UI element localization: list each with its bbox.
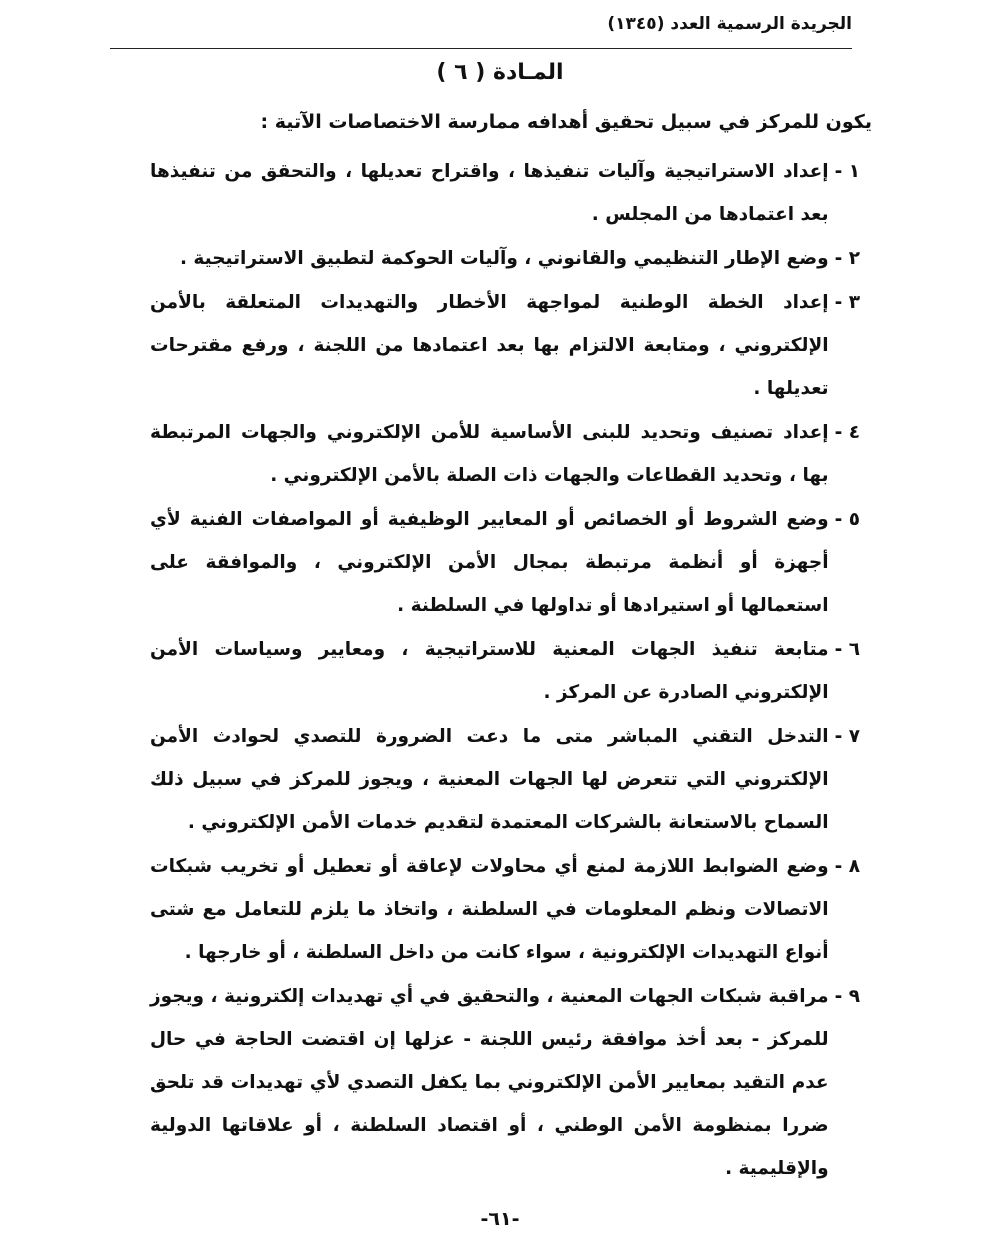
item-text: وضع الضوابط اللازمة لمنع أي محاولات لإعاقة أو تعطيل أو تخريب شبكات الاتصالات ونظم المعلومات في السلطنة ، واتخاذ ما يلزم للتعامل مع شتى أنواع التهديدات الإلكترونية ، سواء كانت من داخل السلطنة ، أو خارجها . — [150, 856, 829, 963]
item-number: ٥ - — [834, 509, 860, 530]
article-item — [150, 975, 860, 1190]
item-number: ٦ - — [834, 639, 860, 660]
item-number: ٤ - — [834, 422, 860, 443]
item-text: وضع الإطار التنظيمي والقانوني ، وآليات الحوكمة لتطبيق الاستراتيجية . — [179, 248, 829, 269]
article-items-list — [150, 150, 860, 1191]
article-item — [150, 237, 860, 280]
article-item — [150, 411, 860, 497]
article-item — [150, 845, 860, 974]
item-text: مراقبة شبكات الجهات المعنية ، والتحقيق في أي تهديدات إلكترونية ، ويجوز للمركز - بعد أخذ موافقة رئيس اللجنة - عزلها إن اقتضت الحاجة في حال عدم التقيد بمعايير الأمن الإلكتروني بما يكفل التصدي لأي تهديدات قد تلحق ضررا بمنظومة الأمن الوطني ، أو اقتصاد السلطنة ، أو علاقاتها الدولية والإقليمية . — [150, 986, 829, 1179]
item-number: ٣ - — [834, 292, 860, 313]
article-item — [150, 628, 860, 714]
item-text: التدخل التقني المباشر متى ما دعت الضرورة للتصدي لحوادث الأمن الإلكتروني التي تتعرض لها الجهات المعنية ، ويجوز للمركز في سبيل ذلك السماح بالاستعانة بالشركات المعتمدة لتقديم خدمات الأمن الإلكتروني . — [150, 726, 829, 833]
header-divider — [110, 48, 852, 49]
article-title: المـادة ( ٦ ) — [436, 60, 564, 85]
article-item — [150, 498, 860, 627]
article-intro: يكون للمركز في سبيل تحقيق أهدافه ممارسة الاختصاصات الآتية : — [260, 111, 872, 133]
item-number: ٧ - — [834, 726, 860, 747]
item-number: ٩ - — [834, 986, 860, 1007]
item-text: إعداد تصنيف وتحديد للبنى الأساسية للأمن الإلكتروني والجهات المرتبطة بها ، وتحديد القطاعات والجهات ذات الصلة بالأمن الإلكتروني . — [150, 422, 829, 486]
item-number: ٢ - — [834, 248, 860, 269]
item-number: ٨ - — [834, 856, 860, 877]
item-text: إعداد الخطة الوطنية لمواجهة الأخطار والتهديدات المتعلقة بالأمن الإلكتروني ، ومتابعة الالتزام بها بعد اعتمادها من اللجنة ، ورفع مقترحات تعديلها . — [150, 292, 829, 399]
article-item — [150, 150, 860, 236]
item-text: إعداد الاستراتيجية وآليات تنفيذها ، واقتراح تعديلها ، والتحقق من تنفيذها بعد اعتمادها من المجلس . — [150, 161, 829, 225]
item-number: ١ - — [834, 161, 860, 182]
item-text: وضع الشروط أو الخصائص أو المعايير الوظيفية أو المواصفات الفنية لأي أجهزة أو أنظمة مرتبطة بمجال الأمن الإلكتروني ، والموافقة على استعمالها أو استيرادها أو تداولها في السلطنة . — [150, 509, 829, 616]
item-text: متابعة تنفيذ الجهات المعنية للاستراتيجية ، ومعايير وسياسات الأمن الإلكتروني الصادرة عن المركز . — [150, 639, 829, 703]
page-number: -٦١- — [480, 1208, 520, 1230]
article-item — [150, 715, 860, 844]
running-header-title: الجريدة الرسمية العدد (١٣٤٥) — [607, 14, 852, 34]
article-item — [150, 281, 860, 410]
